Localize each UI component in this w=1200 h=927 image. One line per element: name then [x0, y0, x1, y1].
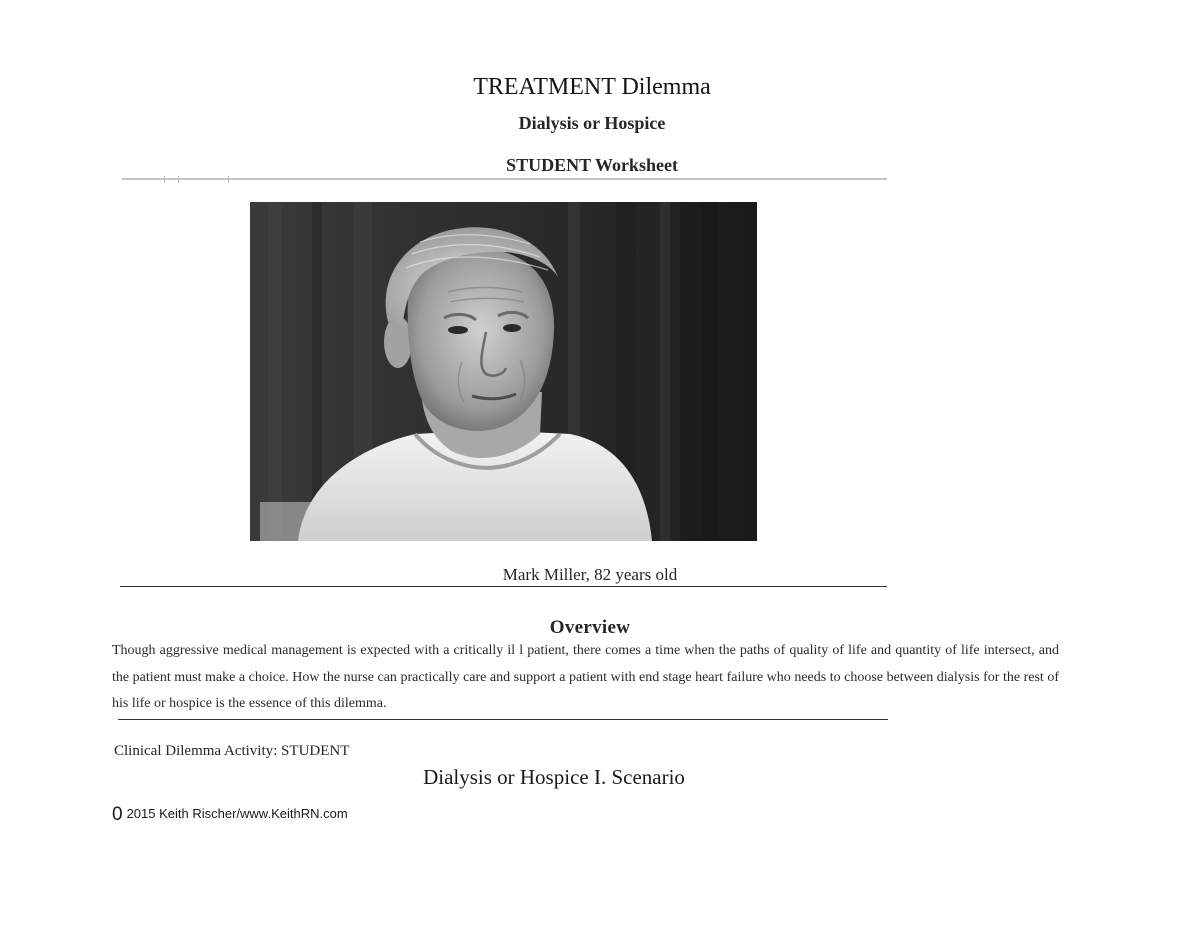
divider-tick	[164, 176, 165, 183]
overview-divider	[118, 719, 888, 720]
patient-photo	[250, 202, 757, 541]
photo-caption: Mark Miller, 82 years old	[502, 565, 678, 584]
document-subtitle: Dialysis or Hospice	[518, 113, 666, 133]
document-title: TREATMENT Dilemma	[473, 74, 711, 100]
scenario-title: Dialysis or Hospice I. Scenario	[423, 765, 685, 789]
header-divider	[122, 178, 887, 180]
divider-tick	[228, 176, 229, 183]
worksheet-label: STUDENT Worksheet	[506, 155, 678, 175]
divider-tick	[178, 176, 179, 183]
activity-label: Clinical Dilemma Activity: STUDENT	[114, 743, 350, 759]
overview-paragraph: Though aggressive medical management is expected with a critically il l patient, there comes a time when the paths of quality of life and quantity of life intersect, and the patient must make a choice. How the nurse can practically care and support a patient with end stage heart failure who needs to choose between dialysis for the rest of his life or hospice is the essence of this dilemma.	[112, 643, 1059, 711]
caption-divider	[120, 586, 887, 587]
overview-heading: Overview	[549, 617, 631, 638]
copyright-symbol: 0	[112, 804, 123, 825]
copyright-footer	[112, 804, 348, 826]
copyright-text: 2015 Keith Rischer/www.KeithRN.com	[126, 806, 348, 821]
